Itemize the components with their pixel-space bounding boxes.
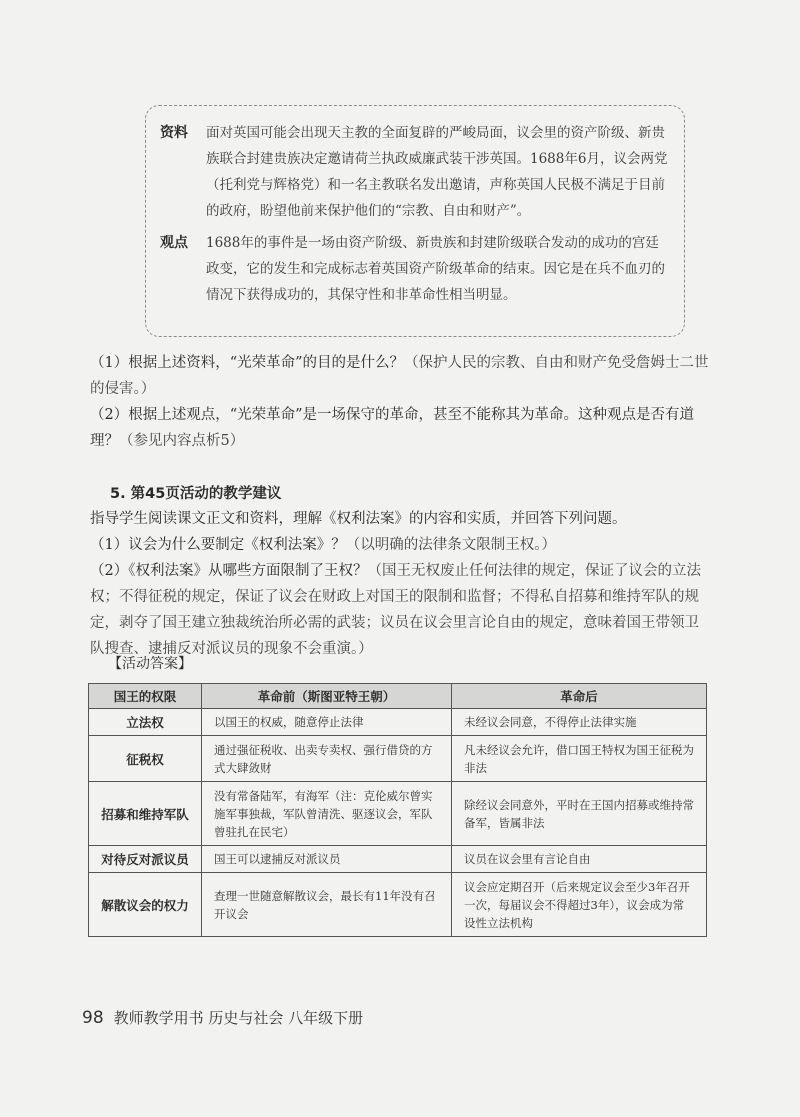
question-1-main: （1）根据上述资料，“光荣革命”的目的是什么？ bbox=[90, 355, 405, 371]
table-cell: 未经议会同意，不得停止法律实施 bbox=[452, 709, 707, 736]
table-header: 革命后 bbox=[452, 684, 707, 709]
answer-table bbox=[88, 683, 707, 937]
book-title: 教师教学用书 历史与社会 八年级下册 bbox=[113, 1009, 364, 1027]
section-question-2-main: （2）《权利法案》从哪些方面限制了王权？ bbox=[90, 563, 368, 579]
page-footer bbox=[82, 1007, 363, 1028]
section-question-1-hint: （以明确的法律条文限制王权。） bbox=[345, 537, 556, 553]
table-row bbox=[89, 709, 707, 736]
source-box bbox=[145, 105, 685, 337]
section-question-2-hint: （国王无权废止任何法律的规定，保证了议会的立法权；不得征税的规定，保证了议会在财政上对国王的限制和监督；不得私自招募和维持军队的规定，剥夺了国王建立独裁统治所必需的武装；议员在议会里言论自由的规定，意味着国王带领卫队搜查、逮捕反对派议员的现象不会重演。） bbox=[90, 563, 701, 657]
table-row bbox=[89, 736, 707, 782]
table-row-header: 立法权 bbox=[89, 709, 202, 736]
table-cell: 没有常备陆军，有海军（注：克伦威尔曾实施军事独裁，军队曾清洗、驱逐议会，军队曾驻扎在民宅） bbox=[202, 782, 452, 846]
table-row bbox=[89, 782, 707, 846]
page-number: 98 bbox=[82, 1008, 104, 1028]
view-text: 1688年的事件是一场由资产阶级、新贵族和封建阶级联合发动的成功的宫廷政变，它的发生和完成标志着英国资产阶级革命的结束。因它是在兵不血刃的情况下获得成功的，其保守性和非革命性相当明显。 bbox=[206, 235, 665, 303]
table-cell: 议会应定期召开（后来规定议会至少3年召开一次，每届议会不得超过3年），议会成为常设性立法机构 bbox=[452, 873, 707, 937]
table-row bbox=[89, 873, 707, 937]
material-label: 资料 bbox=[160, 125, 188, 141]
table-cell: 除经议会同意外，平时在王国内招募或维持常备军，皆属非法 bbox=[452, 782, 707, 846]
section-question-1-main: （1）议会为什么要制定《权利法案》？ bbox=[90, 537, 346, 553]
question-2 bbox=[90, 402, 710, 454]
answer-tag: 【活动答案】 bbox=[108, 656, 192, 672]
table-cell: 通过强征税收、出卖专卖权、强行借贷的方式大肆敛财 bbox=[202, 736, 452, 782]
table-cell: 议员在议会里有言论自由 bbox=[452, 846, 707, 873]
section-question-1 bbox=[90, 532, 710, 558]
table-header-row bbox=[89, 684, 707, 709]
table-cell: 国王可以逮捕反对派议员 bbox=[202, 846, 452, 873]
table-row-header: 解散议会的权力 bbox=[89, 873, 202, 937]
section-title: 5. 第45页活动的教学建议 bbox=[110, 486, 282, 502]
table-row-header: 招募和维持军队 bbox=[89, 782, 202, 846]
question-2-hint: （参见内容点析5） bbox=[119, 433, 245, 449]
table-row bbox=[89, 846, 707, 873]
table-row-header: 征税权 bbox=[89, 736, 202, 782]
table-cell: 查理一世随意解散议会，最长有11年没有召开议会 bbox=[202, 873, 452, 937]
section-intro: 指导学生阅读课文正文和资料，理解《权利法案》的内容和实质，并回答下列问题。 bbox=[90, 511, 627, 527]
view-label: 观点 bbox=[160, 235, 188, 251]
table-header: 革命前（斯图亚特王朝） bbox=[202, 684, 452, 709]
section-question-2 bbox=[90, 558, 710, 662]
question-1-hint: （保护人民的宗教、自由和财产免受詹姆士二世的侵害。） bbox=[90, 355, 709, 397]
table-cell: 凡未经议会允许，借口国王特权为国王征税为非法 bbox=[452, 736, 707, 782]
table-row-header: 对待反对派议员 bbox=[89, 846, 202, 873]
question-2-main: （2）根据上述观点，“光荣革命”是一场保守的革命，甚至不能称其为革命。这种观点是否有道理？ bbox=[90, 407, 695, 449]
view-row bbox=[160, 230, 670, 308]
table-header: 国王的权限 bbox=[89, 684, 202, 709]
table-cell: 以国王的权威，随意停止法律 bbox=[202, 709, 452, 736]
material-text: 面对英国可能会出现天主教的全面复辟的严峻局面，议会里的资产阶级、新贵族联合封建贵族决定邀请荷兰执政威廉武装干涉英国。1688年6月，议会两党（托利党与辉格党）和一名主教联名发出邀请，声称英国人民极不满足于目前的政府，盼望他前来保护他们的“宗教、自由和财产”。 bbox=[206, 125, 668, 219]
question-1 bbox=[90, 350, 710, 402]
material-row bbox=[160, 120, 670, 224]
